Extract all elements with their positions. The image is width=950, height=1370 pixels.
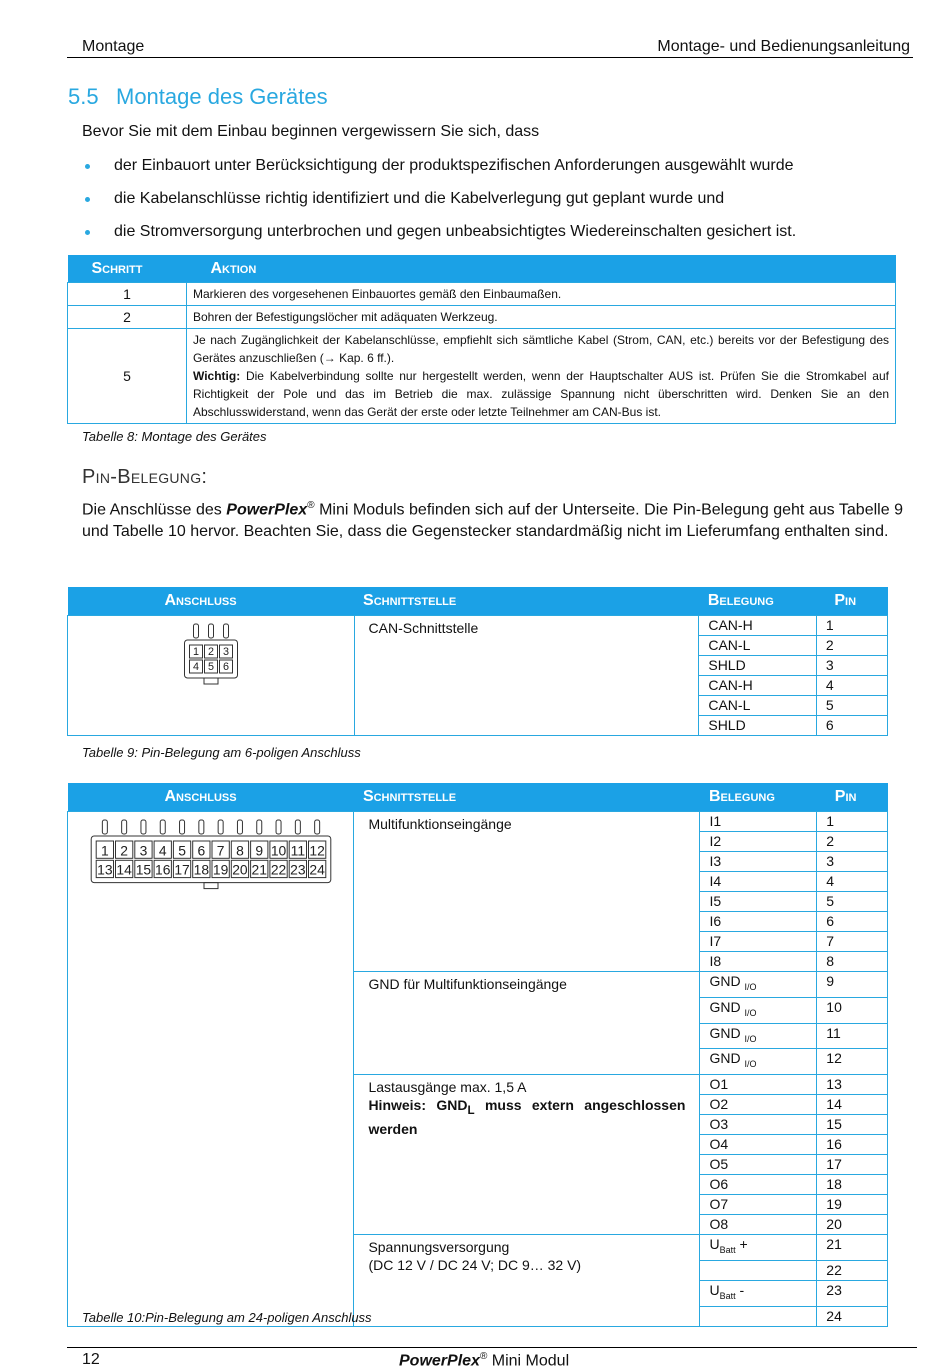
- assignment-cell: O5: [700, 1155, 817, 1175]
- pin-cell: 18: [817, 1175, 888, 1195]
- steps-table: [67, 255, 896, 424]
- assignment-cell: SHLD: [699, 716, 816, 736]
- interface-cell: CAN-Schnittstelle: [354, 616, 699, 736]
- pin-cell: 3: [816, 656, 887, 676]
- pin-lead: [218, 820, 223, 834]
- assignment-text: U: [709, 1281, 720, 1298]
- pin-lead: [121, 820, 126, 834]
- pin-label: 24: [309, 861, 325, 878]
- interface-note: [368, 1096, 685, 1138]
- interface-cell: [354, 1235, 700, 1327]
- assignment-cell: I3: [700, 852, 817, 872]
- list-item: die Stromversorgung unterbrochen und gegen unbeabsichtigtes Wiedereinschalten gesichert ist.: [82, 214, 902, 247]
- pin-lead: [179, 820, 184, 834]
- pin-table-24: [67, 783, 888, 1327]
- assignment-cell: CAN-L: [699, 696, 816, 716]
- interface-label: GND für Multifunktionseingänge: [368, 976, 567, 992]
- pin-cell: 3: [817, 852, 888, 872]
- assignment-cell: I6: [700, 912, 817, 932]
- pin-cell: 14: [817, 1095, 888, 1115]
- table-row: [68, 616, 888, 636]
- step-paragraph: Je nach Zugänglichkeit der Kabelanschlüsse, empfiehlt sich sämtliche Kabel (Strom, CAN, etc.) bereits vor der Befestigung des Gerätes anzuschließen (→ Kap. 6 ff.).: [193, 333, 889, 365]
- assignment-cell: [700, 1260, 817, 1280]
- pin-label: 9: [255, 842, 263, 859]
- pin-lead: [256, 820, 261, 834]
- pin-label: 19: [212, 861, 229, 878]
- interface-label: Lastausgänge max. 1,5 A: [368, 1079, 527, 1096]
- pin-cell: 13: [817, 1075, 888, 1095]
- interface-label: Spannungsversorgung: [368, 1239, 510, 1256]
- assignment-text: GND: [709, 998, 745, 1015]
- assignment-cell: I7: [700, 932, 817, 952]
- assignment-subscript: Batt: [719, 1290, 736, 1301]
- brand-name: PowerPlex: [399, 1352, 480, 1370]
- pin-label: 3: [222, 646, 229, 658]
- pin-cell: 20: [817, 1215, 888, 1235]
- pin-heading: Pin-Belegung:: [82, 466, 208, 488]
- list-item: die Kabelanschlüsse richtig identifiziert und die Kabelverlegung gut geplant wurde und: [82, 181, 902, 214]
- col-header-action: Aktion: [187, 255, 896, 283]
- col-header-belegung: Belegung: [699, 587, 816, 616]
- pin-label: 18: [193, 861, 209, 878]
- assignment-subscript: I/O: [744, 1059, 757, 1070]
- assignment-cell: [700, 972, 817, 998]
- assignment-text: GND: [709, 1050, 745, 1067]
- connector-cell: [68, 812, 354, 1327]
- assignment-cell: O2: [700, 1095, 817, 1115]
- interface-label: (DC 12 V / DC 24 V; DC 9… 32 V): [368, 1257, 582, 1274]
- pin-paragraph: [82, 495, 903, 543]
- pin-cell: 24: [817, 1306, 888, 1326]
- col-header-pin: Pin: [817, 783, 888, 812]
- interface-cell: [354, 972, 700, 1075]
- pin-label: 8: [235, 842, 244, 859]
- assignment-cell: [700, 1235, 817, 1261]
- assignment-cell: [700, 1280, 817, 1306]
- intro-text: Bevor Sie mit dem Einbau beginnen vergewissern Sie sich, dass: [82, 123, 540, 140]
- note-text: Hinweis: GND: [368, 1097, 468, 1114]
- connector-24pin: [72, 816, 349, 908]
- pin-cell: 1: [817, 812, 888, 832]
- assignment-cell: O1: [700, 1075, 817, 1095]
- pin-cell: 9: [817, 972, 888, 998]
- assignment-cell: I8: [700, 952, 817, 972]
- para-text: Mini Moduls befinden sich auf der Unterseite. Die Pin-Belegung geht aus Tabelle 9 und Tabelle 10 hervor. Beachten Sie, dass die Gegenstecker standardmäßig nicht im Lieferumfang enthalten sind.: [82, 501, 903, 541]
- pin-label: 5: [177, 842, 186, 859]
- pin-lead: [314, 820, 319, 834]
- table-row: [68, 306, 896, 329]
- pin-cell: 5: [817, 892, 888, 912]
- interface-cell: [354, 812, 700, 972]
- connector-drawing: [76, 816, 346, 903]
- pin-cell: 7: [817, 932, 888, 952]
- col-header-anschluss: Anschluss: [68, 587, 355, 616]
- col-header-belegung: Belegung: [700, 783, 817, 812]
- pin-cell: 6: [816, 716, 887, 736]
- assignment-cell: O6: [700, 1175, 817, 1195]
- pin-label: 17: [174, 861, 190, 878]
- pin-cell: 21: [817, 1235, 888, 1261]
- pin-cell: 8: [817, 952, 888, 972]
- pin-lead: [199, 820, 204, 834]
- interface-cell: [354, 1075, 700, 1235]
- assignment-cell: O7: [700, 1195, 817, 1215]
- assignment-cell: CAN-L: [699, 636, 816, 656]
- pin-lead: [160, 820, 165, 834]
- step-text: Markieren des vorgesehenen Einbauortes gemäß den Einbaumaßen.: [187, 283, 896, 306]
- registered-mark: ®: [479, 1351, 488, 1362]
- assignment-cell: [700, 1023, 817, 1049]
- pin-label: 15: [135, 861, 151, 878]
- pin-cell: 11: [817, 1023, 888, 1049]
- table-row: [68, 283, 896, 306]
- pin-cell: 17: [817, 1155, 888, 1175]
- assignment-cell: O3: [700, 1115, 817, 1135]
- pin-cell: 5: [816, 696, 887, 716]
- pin-label: 7: [216, 842, 225, 859]
- assignment-subscript: I/O: [744, 1007, 757, 1018]
- pin-label: 13: [96, 861, 113, 878]
- pin-cell: 22: [817, 1260, 888, 1280]
- pin-label: 10: [270, 842, 286, 859]
- assignment-cell: SHLD: [699, 656, 816, 676]
- pin-label: 23: [289, 861, 306, 878]
- assignment-cell: CAN-H: [699, 676, 816, 696]
- pin-cell: 1: [816, 616, 887, 636]
- footer-product: [399, 1351, 569, 1370]
- col-header-schnittstelle: Schnittstelle: [354, 587, 699, 616]
- pin-cell: 10: [817, 997, 888, 1023]
- pin-lead: [193, 624, 198, 638]
- brand-name: PowerPlex: [226, 501, 308, 519]
- step-number: 2: [68, 306, 187, 329]
- pin-lead: [141, 820, 146, 834]
- pin-lead: [208, 624, 213, 638]
- assignment-cell: O8: [700, 1215, 817, 1235]
- table-caption: Tabelle 10:Pin-Belegung am 24-poligen Anschluss: [82, 1310, 372, 1325]
- pin-lead: [295, 820, 300, 834]
- col-header-step: Schritt: [68, 255, 187, 283]
- table-row: [68, 812, 888, 832]
- pin-label: 4: [158, 842, 167, 859]
- table-caption: Tabelle 8: Montage des Gerätes: [82, 429, 267, 444]
- step-note: [193, 367, 889, 421]
- pin-label: 1: [192, 646, 199, 658]
- note-text: Die Kabelverbindung sollte nur hergestellt werden, wenn der Hauptschalter AUS ist. Prüfen Sie die Stromkabel auf Richtigkeit der Pole und das im Betrieb die max. zulässige Spannung nicht überschritten wird. Denken Sie an den Abschlusswiderstand, wenn das Gerät der erste oder letzte Teilnehmer am CAN-Bus ist.: [193, 369, 889, 419]
- pin-label: 2: [207, 646, 214, 658]
- assignment-cell: [700, 1049, 817, 1075]
- assignment-text: GND: [709, 1024, 745, 1041]
- connector-latch: [204, 678, 218, 684]
- pin-label: 21: [251, 861, 267, 878]
- page-number: 12: [82, 1351, 100, 1368]
- col-header-pin: Pin: [816, 587, 887, 616]
- footer-rule: [67, 1347, 917, 1348]
- assignment-subscript: I/O: [744, 1033, 757, 1044]
- assignment-subscript: I/O: [744, 981, 757, 992]
- pin-cell: 12: [817, 1049, 888, 1075]
- table-caption: Tabelle 9: Pin-Belegung am 6-poligen Anschluss: [82, 745, 361, 760]
- step-number: 1: [68, 283, 187, 306]
- header-left: Montage: [82, 38, 145, 55]
- assignment-cell: [700, 1306, 817, 1326]
- step-number: 5: [68, 329, 187, 424]
- pin-label: 1: [100, 842, 109, 859]
- assignment-text: -: [735, 1281, 745, 1298]
- connector-cell: [68, 616, 355, 736]
- product-name: Mini Modul: [487, 1352, 570, 1370]
- pin-cell: 15: [817, 1115, 888, 1135]
- pin-label: 5: [207, 661, 214, 673]
- pin-label: 11: [290, 842, 305, 859]
- assignment-cell: I4: [700, 872, 817, 892]
- pin-lead: [223, 624, 228, 638]
- pin-label: 20: [231, 861, 248, 878]
- assignment-text: U: [709, 1236, 720, 1253]
- assignment-cell: I2: [700, 832, 817, 852]
- pin-cell: 16: [817, 1135, 888, 1155]
- pin-label: 6: [222, 661, 229, 673]
- pin-label: 12: [309, 842, 325, 859]
- note-text: muss extern angeschlossen werden: [368, 1097, 686, 1137]
- pin-cell: 19: [817, 1195, 888, 1215]
- assignment-cell: I1: [700, 812, 817, 832]
- pin-lead: [102, 820, 107, 834]
- step-text: [187, 329, 896, 424]
- assignment-cell: CAN-H: [699, 616, 816, 636]
- assignment-text: +: [735, 1236, 748, 1253]
- col-header-anschluss: Anschluss: [68, 783, 354, 812]
- interface-label: Multifunktionseingänge: [368, 816, 512, 832]
- pin-label: 2: [120, 842, 128, 859]
- pin-lead: [276, 820, 281, 834]
- assignment-cell: [700, 997, 817, 1023]
- pin-table-6: [67, 587, 888, 736]
- section-title: Montage des Gerätes: [116, 84, 328, 109]
- pin-cell: 4: [816, 676, 887, 696]
- assignment-subscript: Batt: [719, 1244, 736, 1255]
- pin-label: 16: [154, 861, 171, 878]
- checklist: [82, 148, 902, 247]
- pin-label: 3: [139, 842, 148, 859]
- note-label: Wichtig:: [193, 369, 241, 383]
- list-item: der Einbauort unter Berücksichtigung der produktspezifischen Anforderungen ausgewählt wurde: [82, 148, 902, 181]
- pin-label: 14: [116, 861, 132, 878]
- pin-label: 6: [197, 842, 205, 859]
- connector-latch: [204, 883, 218, 889]
- pin-label: 4: [192, 661, 199, 673]
- header-rule: [67, 57, 913, 58]
- connector-drawing: [76, 620, 346, 698]
- assignment-cell: I5: [700, 892, 817, 912]
- section-heading: [68, 84, 328, 110]
- section-number: 5.5: [68, 84, 99, 109]
- table-row: [68, 329, 896, 424]
- connector-6pin: [72, 620, 350, 703]
- assignment-text: GND: [709, 973, 745, 989]
- pin-lead: [237, 820, 242, 834]
- pin-cell: 23: [817, 1280, 888, 1306]
- pin-cell: 6: [817, 912, 888, 932]
- col-header-schnittstelle: Schnittstelle: [354, 783, 700, 812]
- pin-cell: 2: [817, 832, 888, 852]
- pin-cell: 4: [817, 872, 888, 892]
- pin-label: 22: [270, 861, 286, 878]
- para-text: Die Anschlüsse des: [82, 501, 227, 519]
- assignment-cell: O4: [700, 1135, 817, 1155]
- header-right: Montage- und Bedienungsanleitung: [657, 38, 910, 55]
- pin-cell: 2: [816, 636, 887, 656]
- registered-mark: ®: [307, 500, 315, 511]
- step-text: Bohren der Befestigungslöcher mit adäquaten Werkzeug.: [187, 306, 896, 329]
- note-subscript: L: [467, 1103, 475, 1117]
